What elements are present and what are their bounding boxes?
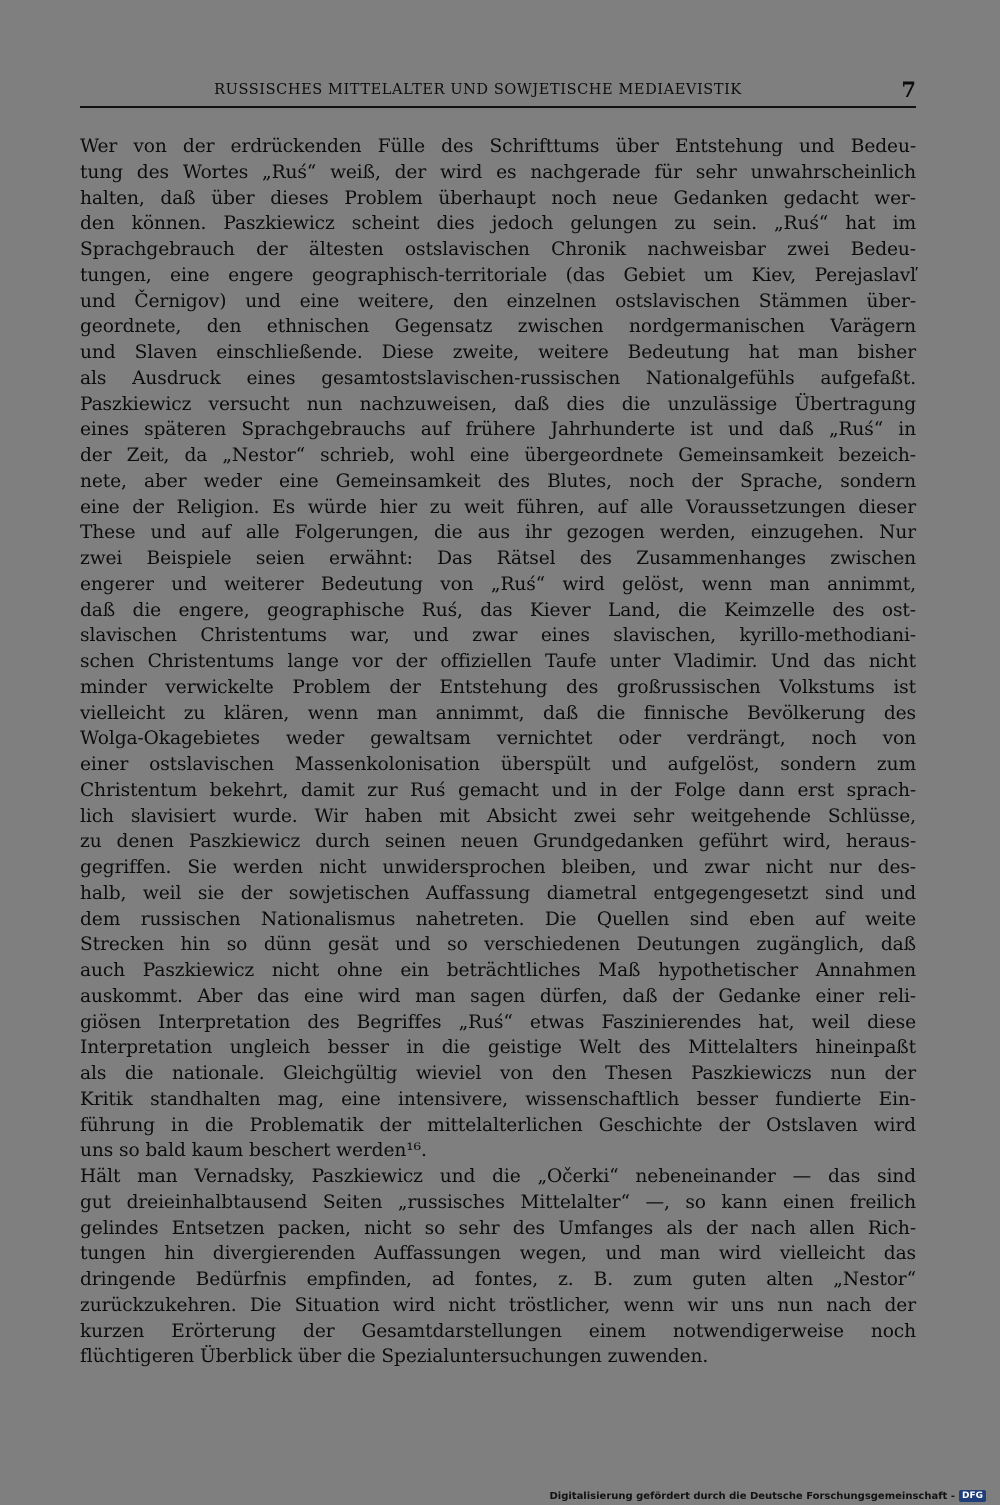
text-line: tung des Wortes „Ruś“ weiß, der wird es nachgerade für sehr unwahrscheinlich xyxy=(80,161,916,183)
text-line: Wer von der erdrückenden Fülle des Schrifttums über Entstehung und Bedeu- xyxy=(80,136,916,157)
text-line: auskommt. Aber das eine wird man sagen dürfen, daß der Gedanke einer reli- xyxy=(80,985,916,1007)
text-line: Hält man Vernadsky, Paszkiewicz und die „Očerki“ nebeneinander — das sind xyxy=(80,1166,916,1187)
text-line: tungen, eine engere geographisch-territoriale (das Gebiet um Kiev, Perejaslavľ xyxy=(80,264,916,286)
text-line: gut dreieinhalbtausend Seiten „russisches Mittelalter“ —, so kann einen freilich xyxy=(80,1191,916,1213)
text-line: These und auf alle Folgerungen, die aus ihr gezogen werden, einzugehen. Nur xyxy=(80,522,916,544)
text-line: tungen hin divergierenden Auffassungen wegen, und man wird vielleicht das xyxy=(80,1243,916,1265)
text-line: halten, daß über dieses Problem überhaupt noch neue Gedanken gedacht wer- xyxy=(80,187,916,209)
text-line: führung in die Problematik der mittelalterlichen Geschichte der Ostslaven wird xyxy=(80,1114,916,1136)
text-line: Christentum bekehrt, damit zur Ruś gemacht und in der Folge dann erst sprach- xyxy=(80,779,916,801)
text-line: kurzen Erörterung der Gesamtdarstellungen einem notwendigerweise noch xyxy=(80,1320,916,1342)
text-line: gelindes Entsetzen packen, nicht so sehr des Umfanges als der nach allen Rich- xyxy=(80,1217,916,1239)
text-line: der Zeit, da „Nestor“ schrieb, wohl eine übergeordnete Gemeinsamkeit bezeich- xyxy=(80,445,916,466)
text-line: daß die engere, geographische Ruś, das Kiever Land, die Keimzelle des ost- xyxy=(80,599,916,621)
text-line: den können. Paszkiewicz scheint dies jedoch gelungen zu sein. „Ruś“ hat im xyxy=(80,213,916,235)
text-line: Interpretation ungleich besser in die geistige Welt des Mittelalters hineinpaßt xyxy=(80,1037,916,1059)
text-line: zu denen Paszkiewicz durch seinen neuen Grundgedanken geführt wird, heraus- xyxy=(80,831,916,853)
page-header xyxy=(80,77,916,108)
text-line: Paszkiewicz versucht nun nachzuweisen, daß dies die unzulässige Übertragung xyxy=(80,393,916,415)
text-line: eine der Religion. Es würde hier zu weit führen, auf alle Voraussetzungen dieser xyxy=(80,496,916,518)
text-line: minder verwickelte Problem der Entstehung des großrussischen Volkstums ist xyxy=(80,676,916,698)
text-line: einer ostslavischen Massenkolonisation überspült und aufgelöst, sondern zum xyxy=(80,754,916,775)
text-line: Kritik standhalten mag, eine intensivere, wissenschaftlich besser fundierte Ein- xyxy=(80,1088,916,1110)
text-line-paragraph-end: flüchtigeren Überblick über die Spezialuntersuchungen zuwenden. xyxy=(80,1346,709,1368)
text-line: halb, weil sie der sowjetischen Auffassung diametral entgegengesetzt sind und xyxy=(80,882,916,904)
text-line: lich slavisiert wurde. Wir haben mit Absicht zwei sehr weitgehende Schlüsse, xyxy=(80,805,916,827)
text-line: Sprachgebrauch der ältesten ostslavischen Chronik nachweisbar zwei Bedeu- xyxy=(80,239,916,260)
text-line: und Slaven einschließende. Diese zweite, weitere Bedeutung hat man bisher xyxy=(80,342,916,363)
text-line: Strecken hin so dünn gesät und so verschiedenen Deutungen zugänglich, daß xyxy=(80,934,916,956)
text-line: nete, aber weder eine Gemeinsamkeit des Blutes, noch der Sprache, sondern xyxy=(80,470,916,492)
text-line: schen Christentums lange vor der offiziellen Taufe unter Vladimir. Und das nicht xyxy=(80,651,916,672)
text-line: vielleicht zu klären, wenn man annimmt, daß die finnische Bevölkerung des xyxy=(80,702,916,724)
text-line-paragraph-end: uns so bald kaum beschert werden¹⁶. xyxy=(80,1140,427,1162)
text-line: eines späteren Sprachgebrauchs auf frühere Jahrhunderte ist und daß „Ruś“ in xyxy=(80,419,916,441)
page-number: 7 xyxy=(901,77,916,102)
text-line: engerer und weiterer Bedeutung von „Ruś“ wird gelöst, wenn man annimmt, xyxy=(80,573,916,595)
text-line: und Černigov) und eine weitere, den einzelnen ostslavischen Stämmen über- xyxy=(80,290,916,312)
body-text xyxy=(80,134,916,1370)
text-line: auch Paszkiewicz nicht ohne ein beträchtliches Maß hypothetischer Annahmen xyxy=(80,960,916,981)
text-line: dringende Bedürfnis empfinden, ad fontes, z. B. zum guten alten „Nestor“ xyxy=(80,1269,916,1290)
text-line: giösen Interpretation des Begriffes „Ruś“ etwas Faszinierendes hat, weil diese xyxy=(80,1011,916,1033)
text-line: als Ausdruck eines gesamtostslavischen-russischen Nationalgefühls aufgefaßt. xyxy=(80,367,916,389)
text-line: dem russischen Nationalismus nahetreten. Die Quellen sind eben auf weite xyxy=(80,908,916,930)
text-line: Wolga-Okagebietes weder gewaltsam vernichtet oder verdrängt, noch von xyxy=(80,728,916,750)
digitization-footer xyxy=(549,1490,986,1502)
text-line: als die nationale. Gleichgültig wieviel von den Thesen Paszkiewiczs nun der xyxy=(80,1063,916,1084)
text-line: zurückzukehren. Die Situation wird nicht tröstlicher, wenn wir uns nun nach der xyxy=(80,1294,916,1316)
running-title: RUSSISCHES MITTELALTER UND SOWJETISCHE MEDIAEVISTIK xyxy=(214,82,742,98)
text-line: geordnete, den ethnischen Gegensatz zwischen nordgermanischen Varägern xyxy=(80,316,916,338)
text-line: gegriffen. Sie werden nicht unwidersprochen bleiben, und zwar nicht nur des- xyxy=(80,857,916,878)
text-line: slavischen Christentums war, und zwar eines slavischen, kyrillo-methodiani- xyxy=(80,625,916,647)
footer-text: Digitalisierung gefördert durch die Deutsche Forschungsgemeinschaft - xyxy=(549,1490,955,1502)
dfg-logo: DFG xyxy=(959,1490,986,1502)
text-line: zwei Beispiele seien erwähnt: Das Rätsel des Zusammenhanges zwischen xyxy=(80,548,916,569)
